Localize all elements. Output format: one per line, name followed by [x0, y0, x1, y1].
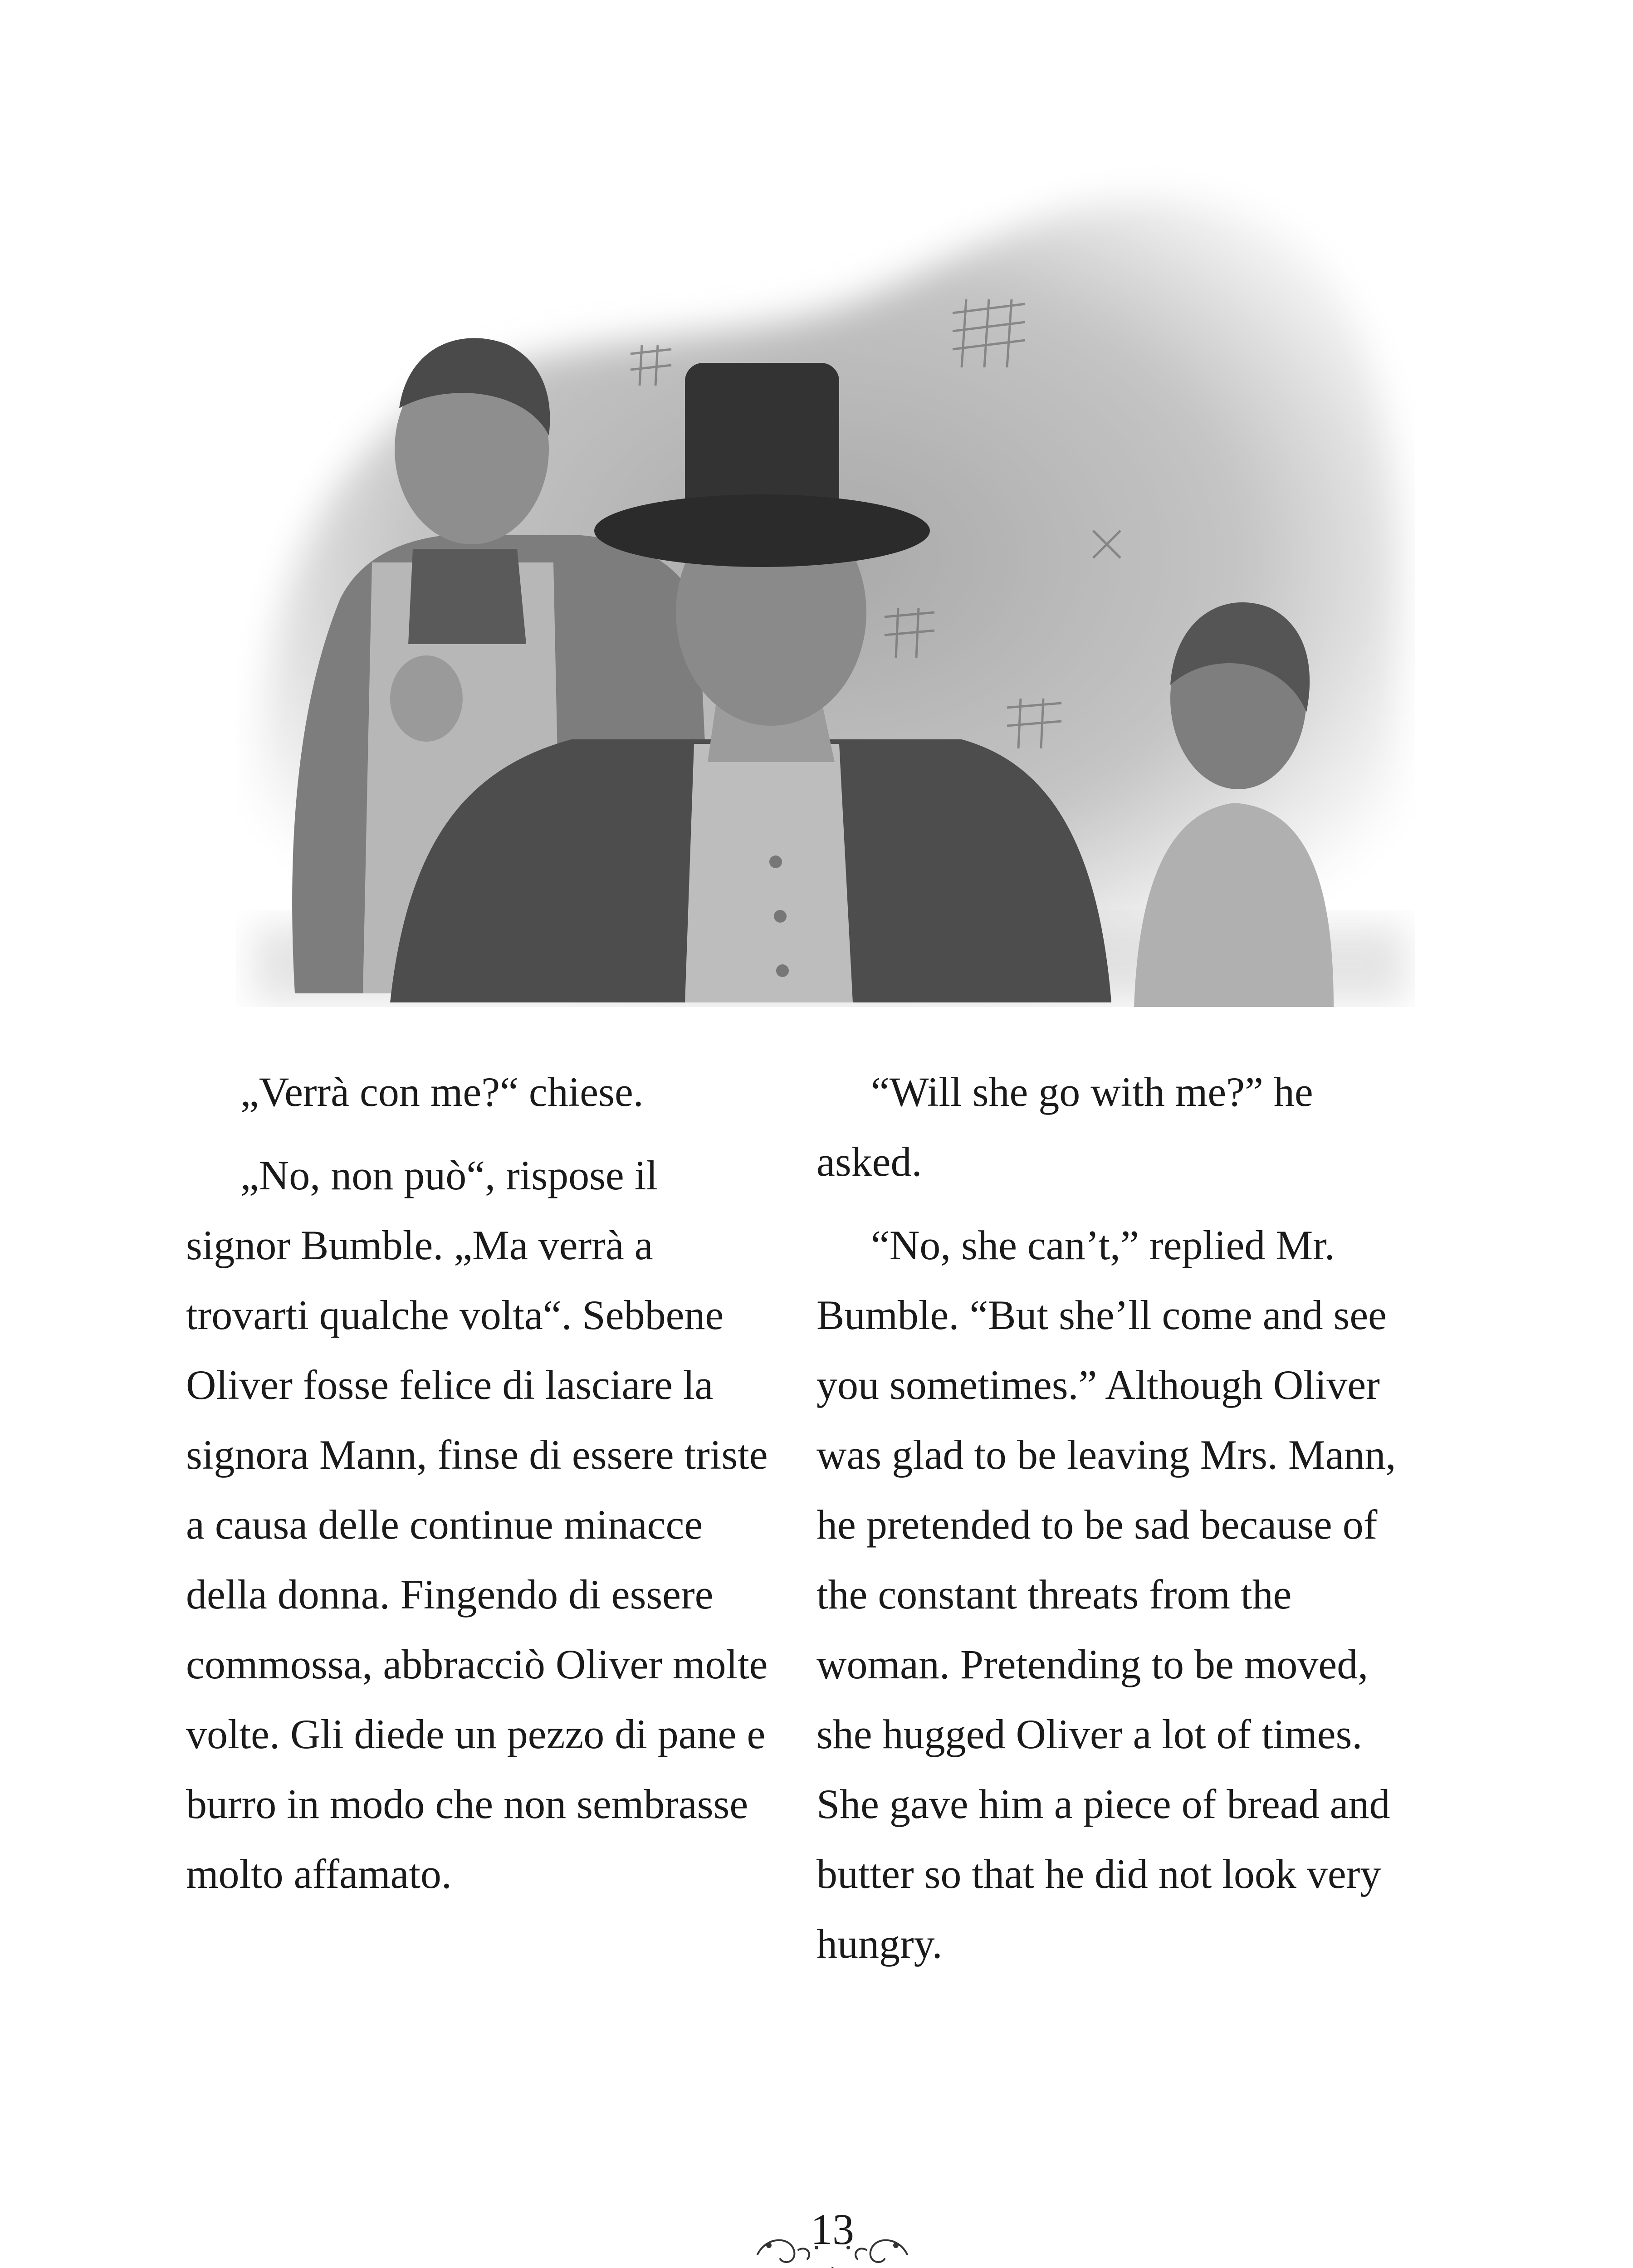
italian-paragraph: „No, non può“, rispose il signor Bumble. „Ma verrà a trovarti qualche volta“. Sebbene Oliver fosse felice di lasciare la signora Mann, finse di essere triste a causa delle continue minacce della donna. Fingendo di essere commossa, abbracciò Oliver molte volte. Gli diede un pezzo di pane e burro in modo che non sembrasse molto affamato. — [186, 1152, 768, 1897]
page-footer — [748, 2204, 916, 2268]
english-text-column — [816, 1057, 1402, 1992]
english-paragraph: “Will she go with me?” he asked. — [816, 1069, 1313, 1185]
story-illustration — [236, 154, 1415, 1007]
italian-paragraph: „Verrà con me?“ chiese. — [240, 1069, 644, 1115]
italian-text-column — [186, 1057, 771, 1922]
page-number: 13 — [811, 2205, 854, 2253]
english-paragraph: “No, she can’t,” replied Mr. Bumble. “But she’ll come and see you sometimes.” Although Oliver was glad to be leaving Mrs. Mann, he pretended to be sad because of the constant threats from the woman. Pretending to be moved, she hugged Oliver a lot of times. She gave him a piece of bread and butter so that he did not look very hungry. — [816, 1222, 1396, 1967]
